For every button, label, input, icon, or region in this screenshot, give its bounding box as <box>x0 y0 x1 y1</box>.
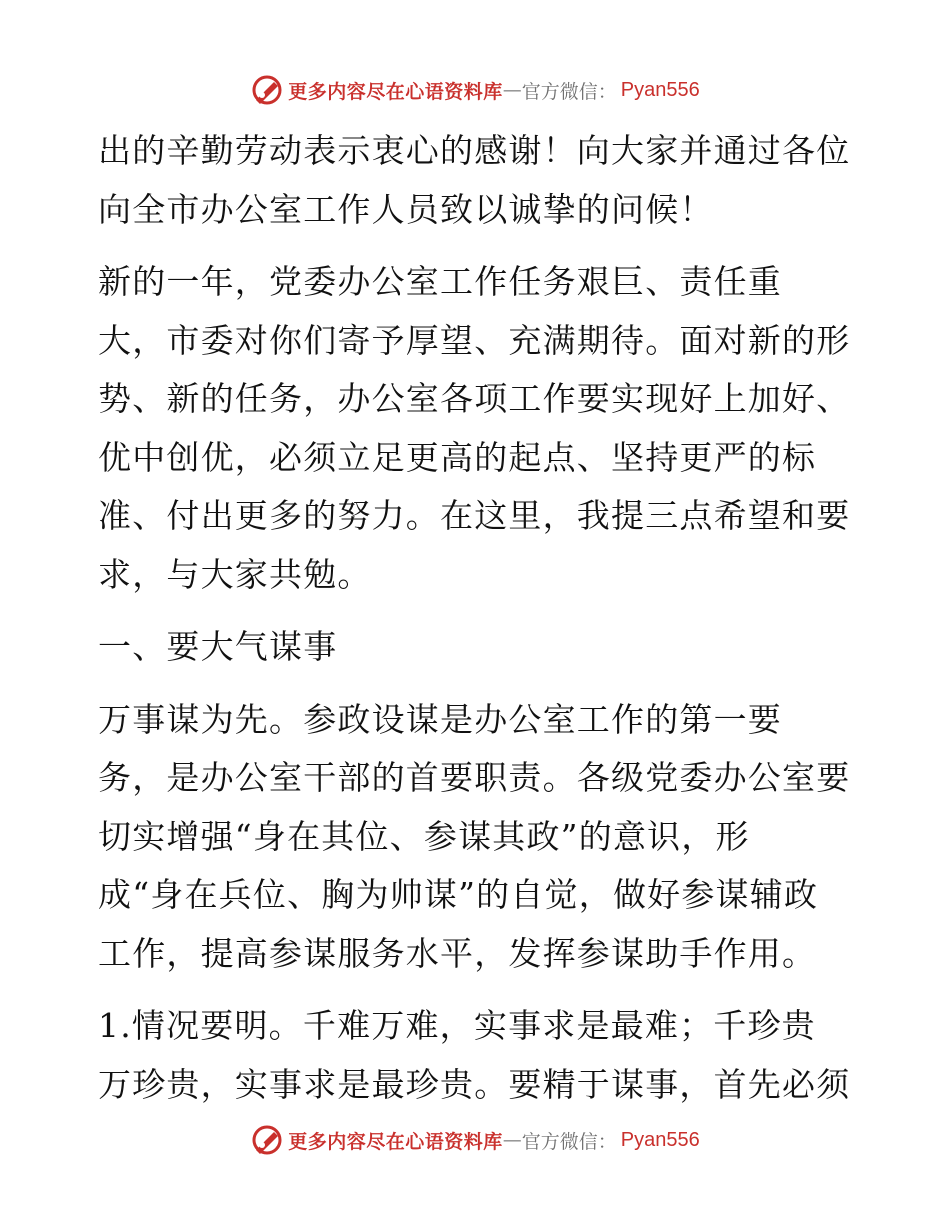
document-body <box>98 122 858 1114</box>
text-line: 准、付出更多的努力。在这里，我提三点希望和要 <box>98 496 851 535</box>
banner-wechat-id: Pyan556 <box>620 1128 700 1151</box>
text-line: 工作，提高参谋服务水平，发挥参谋助手作用。 <box>98 933 817 973</box>
banner-separator: — <box>502 79 522 101</box>
banner-wechat-id: Pyan556 <box>620 78 700 101</box>
banner-separator: — <box>502 1129 522 1151</box>
page-footer-banner <box>0 1120 950 1160</box>
page-header-banner <box>0 70 950 110</box>
paragraph-start: 万事谋为先。参政设谋是办公室工作的第一要 <box>98 699 782 739</box>
text-line: 优中创优，必须立足更高的起点、坚持更严的标 <box>98 437 817 477</box>
numbered-item: 1.情况要明。千难万难，实事求是最难；千珍贵 <box>98 1006 816 1045</box>
text-line: 切实增强“身在其位、参谋其政”的意识，形 <box>98 816 750 856</box>
text-line: 成“身在兵位、胸为帅谋”的自觉，做好参谋辅政 <box>98 875 819 914</box>
text-line: 务，是办公室干部的首要职责。各级党委办公室要 <box>98 758 851 797</box>
pen-logo-icon <box>250 73 284 107</box>
paragraph-start: 新的一年，党委办公室工作任务艰巨、责任重 <box>98 262 782 301</box>
text-line: 势、新的任务，办公室各项工作要实现好上加好、 <box>98 379 851 418</box>
banner-wechat-label: 官方微信： <box>521 80 617 103</box>
text-line: 万珍贵，实事求是最珍贵。要精于谋事，首先必须 <box>98 1064 851 1104</box>
banner-title: 更多内容尽在心语资料库 <box>288 80 503 103</box>
text-line: 求，与大家共勉。 <box>98 554 372 594</box>
text-line: 出的辛勤劳动表示衷心的感谢！向大家并通过各位 <box>98 131 851 170</box>
banner-title: 更多内容尽在心语资料库 <box>288 1130 503 1153</box>
pen-logo-icon <box>250 1123 284 1157</box>
section-heading: 一、要大气谋事 <box>98 627 338 666</box>
banner-wechat-label: 官方微信： <box>521 1130 617 1153</box>
text-line: 向全市办公室工作人员致以诚挚的问候！ <box>98 189 714 229</box>
text-line: 大，市委对你们寄予厚望、充满期待。面对新的形 <box>98 320 851 360</box>
